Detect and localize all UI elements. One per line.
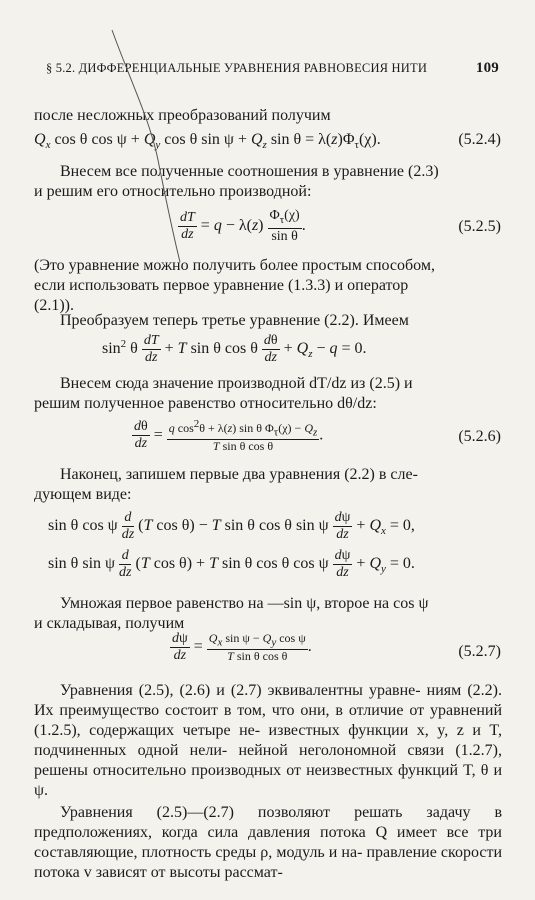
text-line: и складывая, получим bbox=[34, 615, 185, 632]
text-line: дующем виде: bbox=[34, 486, 132, 503]
text-line: Умножая первое равенство на —sin ψ, второе на cos ψ bbox=[60, 595, 429, 612]
text-line: Внесем сюда значение производной dT/dz из (2.5) и bbox=[60, 375, 413, 392]
equation-system-second: sin θ sin ψ $\frac{d}{dz}$ (T cos θ) + T sin θ cos θ cos ψ $\frac{d\psi}{dz}$ + $Q_y = 0$. bbox=[48, 548, 415, 580]
equation-number: (5.2.6) bbox=[458, 428, 501, 445]
text-line: если использовать первое уравнение (1.3.3) и оператор bbox=[34, 277, 409, 294]
text-line: решим полученное равенство относительно dθ/dz: bbox=[34, 395, 377, 412]
text-line: Наконец, запишем первые два уравнения (2.2) в сле- bbox=[60, 466, 418, 483]
text-line: Внесем все полученные соотношения в уравнение (2.3) bbox=[60, 163, 439, 180]
paragraph: Уравнения (2.5), (2.6) и (2.7) эквивалентны уравне- ниям (2.2). Их преимущество состоит в том, что они, в отличие от уравнений (1.2.5), содержащих четыре не- известных функции x, y, z и T, подчиненных одной нели- нейной неголономной связи (1.2.7), решены относительно производных от неизвестных функций T, θ и ψ. bbox=[34, 682, 502, 799]
equation-system-first: sin θ cos ψ $\frac{d}{dz}$ (T cos θ) − T sin θ cos θ sin ψ $\frac{d\psi}{dz}$ + $Q_x = 0$, bbox=[48, 510, 415, 542]
equation-5-2-5: $\frac{dT}{dz}$ = q − λ(z) $\frac{\Phi_\tau(\chi)}{\text{sin θ}}$ . bbox=[180, 208, 306, 244]
text-line: и решим его относительно производной: bbox=[34, 183, 312, 200]
section-title: § 5.2. ДИФФЕРЕНЦИАЛЬНЫЕ УРАВНЕНИЯ РАВНОВЕСИЯ НИТИ bbox=[46, 61, 428, 75]
equation-third: $\sin^2 \theta$ $\frac{dT}{dz}$ + T sin θ cos θ $\frac{d\theta}{dz}$ + $Q_z - q = 0$. bbox=[102, 333, 367, 365]
equation-number: (5.2.4) bbox=[458, 131, 501, 148]
equation-number: (5.2.7) bbox=[458, 643, 501, 660]
paragraph: Уравнения (2.5)—(2.7) позволяют решать задачу в предположениях, когда сила давления потока Q имеет все три составляющие, плотность среды ρ, модуль и на- правление скорости потока v зависят от высоты рассмат- bbox=[34, 804, 502, 881]
equation-5-2-4: $Q_x$ cos θ $\cos \psi + Q_y$ cos θ $\sin \psi + Q_z$ $\sin \theta = \lambda(z)\Phi_\tau(\chi)$. bbox=[34, 131, 381, 152]
text-line: после несложных преобразований получим bbox=[34, 107, 331, 124]
equation-5-2-6: $\frac{d\theta}{dz}$ = $\frac{q \cos^2\theta + \lambda(z) \sin \theta \Phi_\tau(\chi) - Q_z}{\text{T sin θ cos θ}}$ . bbox=[134, 418, 324, 454]
text-line: (2.1)). bbox=[34, 297, 74, 314]
equation-number: (5.2.5) bbox=[458, 218, 501, 235]
text-line: Преобразуем теперь третье уравнение (2.2). Имеем bbox=[60, 312, 409, 329]
running-header bbox=[46, 60, 499, 77]
page-number: 109 bbox=[475, 60, 499, 76]
text-line: (Это уравнение можно получить более простым способом, bbox=[34, 257, 435, 274]
equation-5-2-7: $\frac{d\psi}{dz}$ = $\frac{Q_x \sin \psi - Q_y \cos \psi}{\text{T sin θ cos θ}}$ . bbox=[172, 630, 312, 664]
